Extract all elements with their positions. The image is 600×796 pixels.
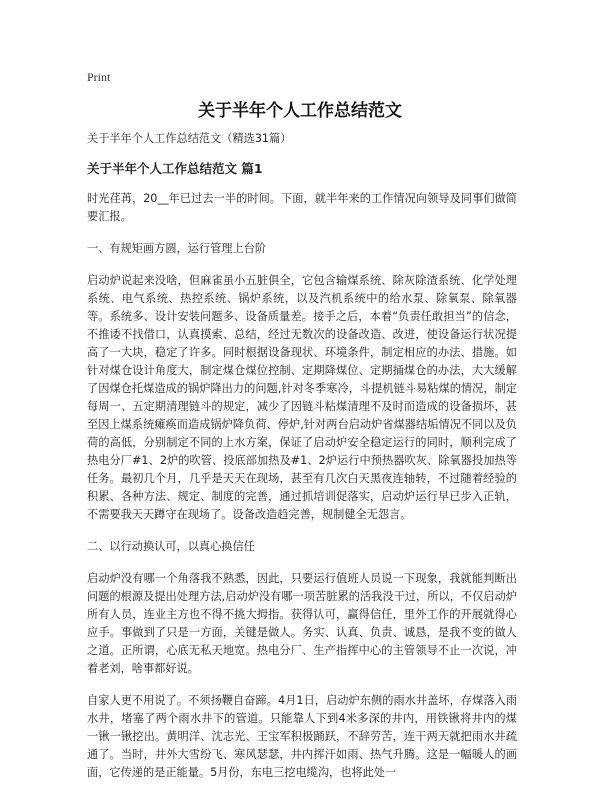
section-heading-1: 一、有规矩画方圆，运行管理上台阶 bbox=[87, 242, 267, 255]
print-link[interactable]: Print bbox=[87, 70, 111, 84]
document-body bbox=[87, 130, 517, 796]
section-title: 关于半年个人工作总结范文 篇1 bbox=[87, 161, 263, 176]
body-paragraph: 自家人更不用说了。不须扬鞭自奋蹄。4月1日，启动炉东侧的雨水井盖坏，存煤落入雨水井，堵塞了两个雨水井下的管道。只能靠人下到4米多深的井内，用铁锹将井内的煤一锹一锹挖出。黄明洋、沈志光、王宝军积极踊跃，不辞劳苦，连干两天就把雨水井疏通了。当时，井外大雪纷飞、寒风瑟瑟，井内挥汗如雨、热气升腾。这是一幅暖人的画面，它传递的是正能量。5月份，东电三挖电缆沟，也将此处一 bbox=[87, 694, 517, 779]
document-subtitle: 关于半年个人工作总结范文（精选31篇） bbox=[87, 132, 292, 145]
body-paragraph: 启动炉没有哪一个角落我不熟悉，因此，只要运行值班人员说一下现象，我就能判断出问题的根源及提出处理方法,启动炉没有哪一项苦脏累的活我没干过，所以，不仅启动炉所有人员，连业主方也不得不挑大拇指。获得认可，赢得信任，里外工作的开展就得心应手。事做到了只是一方面，关键是做人。务实、认真、负责、诚恳，是我不变的做人之道。正所谓，心底无私天地宽。热电分厂、生产指挥中心的主管领导不止一次说，冲着老刘，啥事都好说。 bbox=[87, 572, 517, 675]
document-title: 关于半年个人工作总结范文 bbox=[198, 101, 402, 121]
section-heading-2: 二、以行动换认可，以真心换信任 bbox=[87, 540, 255, 553]
intro-paragraph: 时光荏苒，20__年已过去一半的时间。下面，就半年来的工作情况向领导及同事们做简要汇报。 bbox=[87, 192, 517, 223]
body-paragraph: 启动炉说起来没啥，但麻雀虽小五脏俱全，它包含输煤系统、除灰除渣系统、化学处理系统、电气系统、热控系统、锅炉系统，以及汽机系统中的给水泵、除氧泵、除氧器等。系统多、设计安装问题多、设备质量差。接手之后，本着“负责任敢担当”的信念，不推诿不找借口，认真摸索、总结，经过无数次的设备改造、改进，使设备运行状况提高了一大块，稳定了许多。同时根据设备现状、环境条件，制定相应的办法、措施。如针对煤仓设计角度大，制定煤仓煤位控制、定期降煤位、定期捅煤仓的办法，大大缓解了因煤仓托煤造成的锅炉降出力的问题,针对冬季寒冷，斗提机链斗易粘煤的情况，制定每周一、五定期清理链斗的规定，减少了因链斗粘煤清理不及时而造成的设备损坏，甚至因上煤系统瘫痪而造成锅炉降负荷、停炉,针对两台启动炉省煤器结垢情况不同以及负荷的高低，分别制定不同的上水方案，保证了启动炉安全稳定运行的同时，顺利完成了热电分厂#1、2炉的吹管、投底部加热及#1、2炉运行中预热器吹灰、除氧器投加热等任务。最初几个月，几乎是天天在现场，甚至有几次白天黑夜连轴转，不过随着经验的积累、各种方法、规定、制度的完善，通过抓培训促落实，启动炉运行早已步入正轨，不需要我天天蹲守在现场了。设备改造趋完善，规制健全无怨言。 bbox=[87, 274, 517, 521]
